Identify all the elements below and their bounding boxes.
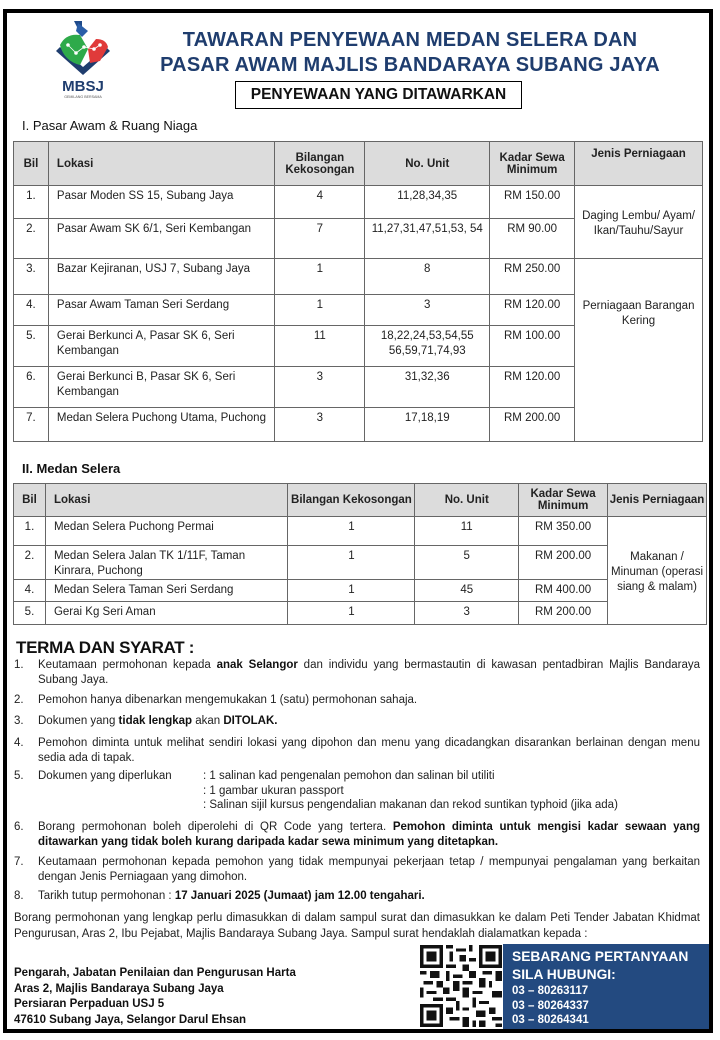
subtitle-box: PENYEWAAN YANG DITAWARKAN [235, 81, 522, 109]
phone-number[interactable]: 03 – 80263117 [512, 985, 589, 997]
col-unit: No. Unit [365, 142, 490, 186]
cell-unit: 11,28,34,35 [365, 186, 490, 219]
col-lokasi: Lokasi [48, 142, 274, 186]
cell-lokasi: Pasar Awam Taman Seri Serdang [48, 295, 274, 326]
contact-box [503, 944, 709, 1029]
cell-kekosongan: 1 [288, 580, 415, 602]
cell-unit: 3 [415, 602, 519, 625]
cell-lokasi: Gerai Berkunci B, Pasar SK 6, Seri Kembangan [48, 367, 274, 408]
cell-lokasi: Medan Selera Taman Seri Serdang [45, 580, 288, 602]
table-row [14, 186, 703, 219]
cell-unit: 17,18,19 [365, 408, 490, 442]
cell-kadar: RM 120.00 [490, 295, 575, 326]
table-header-row [14, 484, 707, 517]
cell-kadar: RM 350.00 [519, 517, 608, 546]
address-line: Persiaran Perpaduan USJ 5 [14, 998, 165, 1010]
cell-bil: 4. [14, 295, 49, 326]
cell-kekosongan: 11 [275, 326, 365, 367]
medan-selera-table [13, 483, 707, 625]
cell-bil: 2. [14, 219, 49, 259]
phone-number[interactable]: 03 – 80264337 [512, 999, 589, 1012]
cell-unit: 3 [365, 295, 490, 326]
cell-bil: 7. [14, 408, 49, 442]
cell-kekosongan: 1 [288, 602, 415, 625]
cell-bil: 1. [14, 517, 46, 546]
page-title [130, 28, 690, 78]
contact-heading-1: SEBARANG PERTANYAAN [512, 949, 689, 964]
section-2-heading: II. Medan Selera [22, 461, 121, 476]
table-header-row [14, 142, 703, 186]
cell-bil: 1. [14, 186, 49, 219]
terms-title: TERMA DAN SYARAT : [16, 638, 195, 657]
cell-lokasi: Gerai Kg Seri Aman [45, 602, 288, 625]
table-row [14, 580, 707, 602]
cell-jenis: Daging Lembu/ Ayam/ Ikan/Tauhu/Sayur [575, 186, 703, 259]
cell-lokasi: Medan Selera Puchong Permai [45, 517, 288, 546]
pasar-awam-table [13, 141, 703, 442]
svg-text:MBSJ: MBSJ [62, 78, 104, 95]
cell-kekosongan: 1 [275, 295, 365, 326]
cell-kadar: RM 200.00 [519, 602, 608, 625]
col-kadar: Kadar Sewa Minimum [519, 484, 608, 517]
cell-unit: 5 [415, 546, 519, 580]
term-item-5: 5. Dokumen yang diperlukan [14, 770, 172, 782]
address-line: Aras 2, Majlis Bandaraya Subang Jaya [14, 982, 224, 995]
cell-jenis: Makanan / Minuman (operasi siang & malam) [608, 517, 707, 625]
cell-kekosongan: 4 [275, 186, 365, 219]
cell-kadar: RM 200.00 [490, 408, 575, 442]
col-kekosongan: Bilangan Kekosongan [275, 142, 365, 186]
cell-kekosongan: 1 [275, 259, 365, 295]
address-line: 47610 Subang Jaya, Selangor Darul Ehsan [14, 1013, 247, 1026]
table-row [14, 546, 707, 580]
cell-bil: 5. [14, 326, 49, 367]
col-bil: Bil [14, 142, 49, 186]
qr-code-icon[interactable] [420, 945, 502, 1027]
svg-text:GEMILANG BERSAMA: GEMILANG BERSAMA [64, 95, 102, 99]
submission-instructions: Borang permohonan yang lengkap perlu dimasukkan di dalam sampul surat dan dimasukkan ke dalam Peti Tender Jabatan Khidmat Pengurusan, Aras 2, Ibu Pejabat, Majlis Bandaraya Subang Jaya. Sampul surat hendaklah dialamatkan kepada : [14, 912, 700, 940]
cell-lokasi: Gerai Berkunci A, Pasar SK 6, Seri Kembangan [48, 326, 274, 367]
cell-lokasi: Medan Selera Puchong Utama, Puchong [48, 408, 274, 442]
cell-bil: 4. [14, 580, 46, 602]
cell-jenis: Perniagaan Barangan Kering [575, 259, 703, 442]
document-item: : 1 salinan kad pengenalan pemohon dan salinan bil utiliti [203, 770, 495, 782]
cell-kekosongan: 3 [275, 408, 365, 442]
cell-lokasi: Pasar Awam SK 6/1, Seri Kembangan [48, 219, 274, 259]
cell-kadar: RM 200.00 [519, 546, 608, 580]
mailing-address [14, 966, 296, 1028]
term-item-1: 1. Keutamaan permohonan kepada anak Selangor dan individu yang bermastautin di kawasan pentadbiran Majlis Bandaraya Subang Jaya. [14, 659, 700, 686]
cell-kadar: RM 150.00 [490, 186, 575, 219]
cell-kadar: RM 250.00 [490, 259, 575, 295]
cell-kadar: RM 100.00 [490, 326, 575, 367]
term-item-4: 4. Pemohon diminta untuk melihat sendiri lokasi yang dipohon dan menu yang dicadangkan disarankan berlainan dengan menu sedia ada di tapak. [14, 737, 700, 764]
table-row [14, 259, 703, 295]
col-kadar: Kadar Sewa Minimum [490, 142, 575, 186]
title-line-2: PASAR AWAM MAJLIS BANDARAYA SUBANG JAYA [160, 54, 660, 76]
document-item: : 1 gambar ukuran passport [203, 784, 344, 797]
document-item: : Salinan sijil kursus pengendalian makanan dan rekod suntikan typhoid (jika ada) [203, 799, 618, 811]
cell-kekosongan: 1 [288, 517, 415, 546]
table-row [14, 602, 707, 625]
col-jenis: Jenis Perniagaan [575, 142, 703, 186]
col-unit: No. Unit [415, 484, 519, 517]
cell-bil: 2. [14, 546, 46, 580]
required-documents-list [203, 769, 618, 813]
cell-unit: 31,32,36 [365, 367, 490, 408]
term-item-2: 2. Pemohon hanya dibenarkan mengemukakan 1 (satu) permohonan sahaja. [14, 694, 418, 706]
section-1-heading: I. Pasar Awam & Ruang Niaga [22, 118, 198, 133]
cell-lokasi: Pasar Moden SS 15, Subang Jaya [48, 186, 274, 219]
table-row [14, 517, 707, 546]
cell-kekosongan: 7 [275, 219, 365, 259]
term-item-3: 3. Dokumen yang tidak lengkap akan DITOLAK. [14, 715, 278, 727]
term-item-6: 6. Borang permohonan boleh diperolehi di QR Code yang tertera. Pemohon diminta untuk mengisi kadar sewaan yang ditawarkan yang tidak boleh kurang daripada kadar sewa minimum yang ditetapkan. [14, 821, 701, 848]
cell-bil: 3. [14, 259, 49, 295]
col-bil: Bil [14, 484, 46, 517]
col-jenis: Jenis Perniagaan [608, 484, 707, 517]
col-kekosongan: Bilangan Kekosongan [288, 484, 415, 517]
cell-unit: 8 [365, 259, 490, 295]
cell-lokasi: Bazar Kejiranan, USJ 7, Subang Jaya [48, 259, 274, 295]
cell-kadar: RM 400.00 [519, 580, 608, 602]
cell-kekosongan: 3 [275, 367, 365, 408]
cell-bil: 6. [14, 367, 49, 408]
cell-unit: 11 [415, 517, 519, 546]
term-item-7: 7. Keutamaan permohonan kepada pemohon yang tidak mempunyai pekerjaan tetap / mempunyai pengalaman yang berkaitan dengan Jenis Perniagaan yang dimohon. [14, 856, 700, 883]
col-lokasi: Lokasi [45, 484, 288, 517]
term-item-8: 8. Tarikh tutup permohonan : 17 Januari 2025 (Jumaat) jam 12.00 tengahari. [14, 890, 425, 902]
mbsj-logo-icon [48, 19, 118, 101]
cell-unit: 45 [415, 580, 519, 602]
title-line-1: TAWARAN PENYEWAAN MEDAN SELERA DAN [182, 29, 638, 51]
phone-number[interactable]: 03 – 80264341 [512, 1014, 589, 1026]
cell-unit: 11,27,31,47,51,53, 54 [365, 219, 490, 259]
cell-kadar: RM 90.00 [490, 219, 575, 259]
cell-lokasi: Medan Selera Jalan TK 1/11F, Taman Kinrara, Puchong [45, 546, 288, 580]
cell-kadar: RM 120.00 [490, 367, 575, 408]
cell-bil: 5. [14, 602, 46, 625]
cell-unit: 18,22,24,53,54,55 56,59,71,74,93 [365, 326, 490, 367]
contact-heading-2: SILA HUBUNGI: [512, 967, 616, 982]
cell-kekosongan: 1 [288, 546, 415, 580]
address-line: Pengarah, Jabatan Penilaian dan Pengurusan Harta [14, 967, 296, 979]
